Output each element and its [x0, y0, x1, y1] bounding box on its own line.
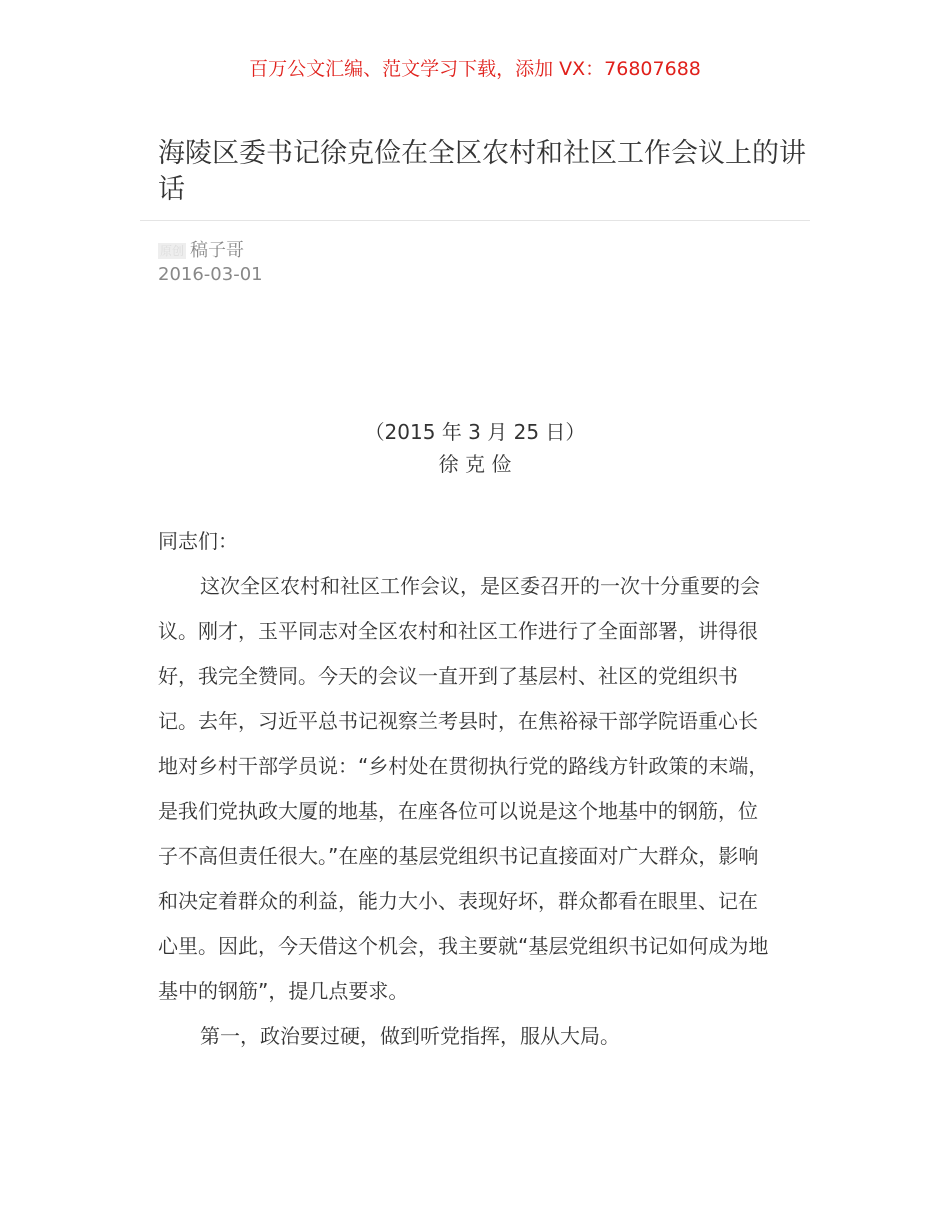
article-title — [158, 136, 806, 208]
original-badge: 原创 — [160, 244, 185, 258]
title-line: 海陵区委书记徐克俭在全区农村和社区工作会议上的讲 — [158, 138, 806, 169]
body-line: 议。刚才，玉平同志对全区农村和社区工作进行了全面部署，讲得很 — [158, 619, 758, 643]
publish-date: 2016-03-01 — [158, 264, 263, 285]
body-line: 子不高但责任很大。”在座的基层党组织书记直接面对广大群众，影响 — [158, 844, 759, 868]
body-line: 基中的钢筋”，提几点要求。 — [158, 979, 409, 1003]
body-line: 地对乡村干部学员说：“乡村处在贯彻执行党的路线方针政策的末端， — [158, 754, 769, 778]
divider — [140, 220, 810, 221]
greeting: 同志们： — [158, 529, 238, 553]
speech-date: （2015 年 3 月 25 日） — [364, 420, 586, 444]
section-heading: 第一，政治要过硬，做到听党指挥，服从大局。 — [200, 1024, 620, 1048]
author-link[interactable]: 稿子哥 — [190, 240, 245, 261]
article-meta — [158, 239, 263, 287]
body-line: 和决定着群众的利益，能力大小、表现好坏，群众都看在眼里、记在 — [158, 889, 758, 913]
title-line: 话 — [158, 174, 185, 205]
body-line: 记。去年，习近平总书记视察兰考县时，在焦裕禄干部学院语重心长 — [158, 709, 758, 733]
body-line: 心里。因此，今天借这个机会，我主要就“基层党组织书记如何成为地 — [158, 934, 769, 958]
article-body — [158, 526, 798, 1066]
body-line: 是我们党执政大厦的地基，在座各位可以说是这个地基中的钢筋，位 — [158, 799, 758, 823]
promo-banner: 百万公文汇编、范文学习下载，添加 VX：76807688 — [249, 58, 701, 80]
body-line: 好，我完全赞同。今天的会议一直开到了基层村、社区的党组织书 — [158, 664, 738, 688]
body-line: 这次全区农村和社区工作会议，是区委召开的一次十分重要的会 — [200, 574, 760, 598]
speaker-name: 徐 克 俭 — [438, 452, 512, 476]
